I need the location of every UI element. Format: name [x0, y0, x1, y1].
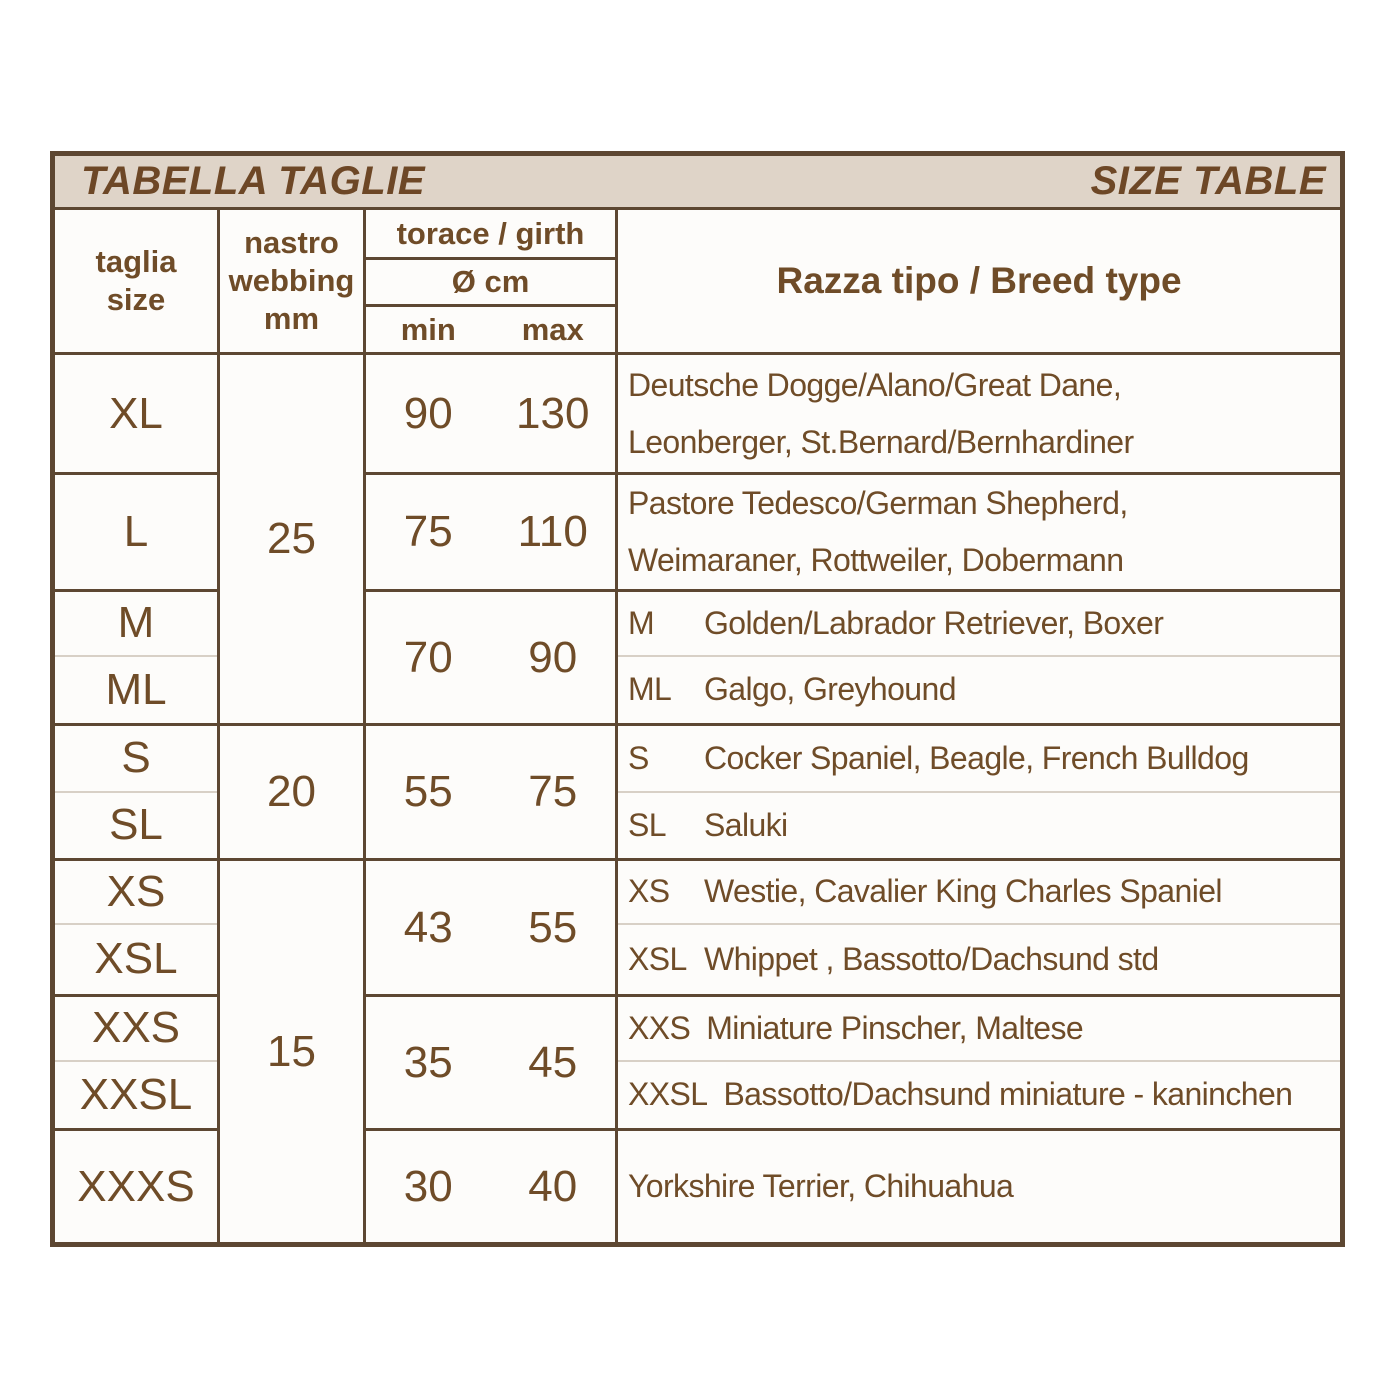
girth-cell-xxxs — [365, 1130, 617, 1245]
header-size — [53, 209, 219, 354]
breed-s-text: Cocker Spaniel, Beagle, French Bulldog — [704, 739, 1249, 776]
header-max-label: max — [521, 311, 584, 347]
header-row-1 — [53, 209, 1343, 259]
breed-m-prefix: M — [628, 604, 655, 641]
girth-min-xxs-xxsl: 35 — [403, 1037, 453, 1087]
webbing-cell-25: 25 — [219, 354, 365, 725]
row-xs — [53, 860, 1343, 924]
size-cell-xsl: XSL — [53, 924, 219, 996]
size-table — [50, 151, 1345, 1247]
girth-cell-m-ml — [365, 591, 617, 725]
webbing-cell-15: 15 — [219, 860, 365, 1245]
breed-cell-xxs — [617, 996, 1343, 1061]
girth-min-s-sl: 55 — [403, 767, 453, 816]
header-min-label: min — [400, 311, 456, 347]
breed-xsl-text: Whippet , Bassotto/Dachsund std — [704, 940, 1159, 977]
girth-min-xl: 90 — [403, 388, 453, 438]
header-girth-unit: Ø cm — [365, 259, 617, 306]
breed-cell-xxsl — [617, 1061, 1343, 1130]
size-cell-l: L — [53, 474, 219, 591]
size-cell-sl: SL — [53, 792, 219, 860]
size-cell-xs: XS — [53, 860, 219, 924]
breed-xsl-prefix: XSL — [628, 940, 687, 977]
breed-ml-text: Galgo, Greyhound — [704, 671, 956, 708]
breed-ml-prefix: ML — [628, 671, 672, 708]
table-title-english: SIZE TABLE — [1090, 159, 1326, 203]
row-s — [53, 725, 1343, 792]
size-cell-xxsl: XXSL — [53, 1061, 219, 1130]
header-girth-title: torace / girth — [365, 209, 617, 259]
breed-cell-sl — [617, 792, 1343, 860]
breed-l-line2: Weimaraner, Rottweiler, Dobermann — [628, 542, 1124, 578]
girth-cell-xl — [365, 354, 617, 474]
size-cell-ml: ML — [53, 656, 219, 725]
title-cell — [53, 154, 1343, 209]
breed-s-prefix: S — [628, 739, 649, 776]
breed-xl-line1: Deutsche Dogge/Alano/Great Dane, — [628, 366, 1122, 403]
breed-cell-l — [617, 474, 1343, 591]
girth-cell-s-sl — [365, 725, 617, 860]
girth-max-xs-xsl: 55 — [528, 902, 578, 952]
girth-max-s-sl: 75 — [528, 767, 578, 816]
size-cell-xxs: XXS — [53, 996, 219, 1061]
breed-xxs-text: Miniature Pinscher, Maltese — [706, 1009, 1084, 1046]
breed-cell-xsl — [617, 924, 1343, 996]
header-webbing — [219, 209, 365, 354]
breed-xs-prefix: XS — [628, 873, 670, 910]
header-webbing-line1: nastro — [244, 225, 339, 261]
header-size-line2: size — [106, 282, 166, 317]
girth-cell-xxs-xxsl — [365, 996, 617, 1130]
size-cell-xl: XL — [53, 354, 219, 474]
breed-xl-line2: Leonberger, St.Bernard/Bernhardiner — [628, 423, 1134, 460]
breed-cell-m — [617, 591, 1343, 656]
table-title-italian: TABELLA TAGLIE — [81, 159, 425, 203]
girth-max-m-ml: 90 — [528, 632, 578, 682]
breed-sl-text: Saluki — [704, 806, 788, 843]
row-xl — [53, 354, 1343, 474]
girth-min-m-ml: 70 — [403, 632, 453, 682]
breed-cell-s — [617, 725, 1343, 792]
header-webbing-line2: webbing — [228, 263, 355, 299]
girth-max-xl: 130 — [516, 388, 590, 438]
header-breed: Razza tipo / Breed type — [617, 209, 1343, 354]
breed-cell-xl — [617, 354, 1343, 474]
girth-max-xxs-xxsl: 45 — [528, 1037, 578, 1087]
webbing-cell-20: 20 — [219, 725, 365, 860]
size-cell-s: S — [53, 725, 219, 792]
breed-sl-prefix: SL — [628, 806, 666, 843]
girth-max-l: 110 — [517, 507, 588, 556]
title-row — [53, 154, 1343, 209]
girth-min-l: 75 — [403, 507, 453, 556]
breed-xxsl-prefix: XXSL — [628, 1076, 708, 1113]
breed-cell-ml — [617, 656, 1343, 725]
header-webbing-line3: mm — [263, 300, 320, 336]
girth-cell-xs-xsl — [365, 860, 617, 996]
breed-cell-xxxs: Yorkshire Terrier, Chihuahua — [617, 1130, 1343, 1245]
breed-l-line1: Pastore Tedesco/German Shepherd, — [628, 485, 1128, 521]
breed-xxsl-text: Bassotto/Dachsund miniature - kaninchen — [723, 1076, 1293, 1113]
size-cell-m: M — [53, 591, 219, 656]
breed-m-text: Golden/Labrador Retriever, Boxer — [704, 604, 1164, 641]
header-size-line1: taglia — [95, 244, 177, 280]
header-min-max — [365, 306, 617, 354]
breed-cell-xs — [617, 860, 1343, 924]
girth-cell-l — [365, 474, 617, 591]
size-cell-xxxs: XXXS — [53, 1130, 219, 1245]
breed-xs-text: Westie, Cavalier King Charles Spaniel — [704, 873, 1222, 910]
girth-max-xxxs: 40 — [528, 1161, 578, 1211]
breed-xxs-prefix: XXS — [628, 1009, 691, 1046]
girth-min-xxxs: 30 — [403, 1161, 453, 1211]
girth-min-xs-xsl: 43 — [403, 902, 453, 952]
